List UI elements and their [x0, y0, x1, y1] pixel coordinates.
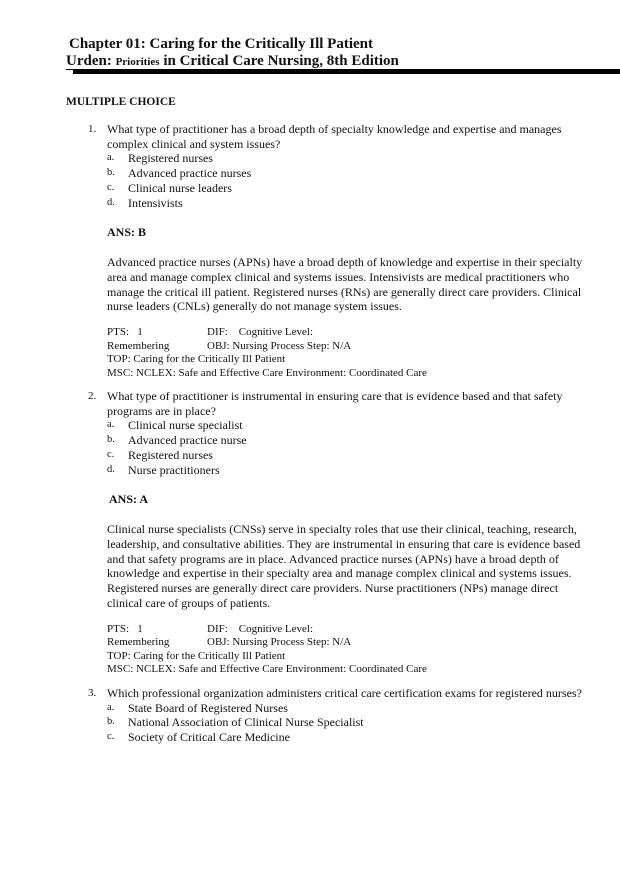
meta-pts: PTS: 1 — [107, 326, 143, 339]
option — [107, 715, 598, 730]
option-letter: a. — [107, 152, 115, 164]
option — [107, 151, 598, 166]
book-title-rest: in Critical Care Nursing, 8th Edition — [163, 53, 399, 69]
question-3 — [88, 686, 598, 745]
option-text: Society of Critical Care Medicine — [128, 730, 290, 745]
option-letter: a. — [107, 419, 115, 431]
section-title: MULTIPLE CHOICE — [66, 96, 176, 108]
meta-level: Remembering — [107, 636, 170, 649]
option — [107, 418, 598, 433]
option-text: Intensivists — [128, 195, 183, 210]
meta-level: Remembering — [107, 339, 170, 352]
question-text: What type of practitioner has a broad depth of specialty knowledge and expertise and manages complex clinical and system issues? — [107, 122, 562, 151]
option — [107, 730, 598, 745]
meta-msc: MSC: NCLEX: Safe and Effective Care Environment: Coordinated Care — [107, 366, 427, 379]
question-2 — [88, 389, 598, 677]
option — [107, 196, 598, 211]
options-list — [107, 418, 598, 477]
option — [107, 166, 598, 181]
question-number: 2. — [88, 390, 97, 402]
question-number: 1. — [88, 123, 97, 135]
rationale: Clinical nurse specialists (CNSs) serve in specialty roles that use their clinical, teaching, research, leadership, and consultative abilities. They are instrumental in ensuring that care is evidence based and that safety programs are in place. Advanced practice nurses (APNs) have a broad depth of knowledge and expertise in their specialty area and manage complex clinical and systems issues. Registered nurses are generally direct care providers. Nurse practitioners (NPs) manage direct clinical care of groups of patients. — [107, 521, 581, 610]
option-letter: b. — [107, 434, 115, 446]
option — [107, 463, 598, 478]
meta-top: TOP: Caring for the Critically Ill Patient — [107, 649, 286, 662]
header-rule — [73, 69, 620, 74]
meta-dif: DIF: Cognitive Level: — [207, 326, 314, 339]
meta-obj: OBJ: Nursing Process Step: N/A — [207, 339, 352, 352]
options-list — [107, 701, 598, 745]
option-letter: b. — [107, 716, 115, 728]
options-list — [107, 151, 598, 210]
option-letter: d. — [107, 463, 115, 475]
option-text: Clinical nurse specialist — [128, 418, 243, 433]
question-text: Which professional organization administers critical care certification exams for registered nurses? — [107, 686, 582, 700]
meta-pts: PTS: 1 — [107, 622, 143, 635]
question-text: What type of practitioner is instrumental in ensuring care that is evidence based and that safety programs are in place? — [107, 389, 563, 418]
answer: ANS: A — [109, 492, 149, 507]
option-letter: c. — [107, 448, 115, 460]
question-1 — [88, 122, 598, 380]
option-text: National Association of Clinical Nurse Specialist — [128, 715, 364, 730]
book-author: Urden: — [66, 53, 112, 69]
meta-obj: OBJ: Nursing Process Step: N/A — [207, 636, 352, 649]
chapter-title: Chapter 01: Caring for the Critically Ill Patient — [69, 36, 373, 52]
document-header — [66, 36, 596, 71]
meta-msc: MSC: NCLEX: Safe and Effective Care Environment: Coordinated Care — [107, 663, 427, 676]
option-letter: a. — [107, 701, 115, 713]
option-letter: d. — [107, 196, 115, 208]
option — [107, 433, 598, 448]
meta-top: TOP: Caring for the Critically Ill Patient — [107, 353, 286, 366]
option-text: Nurse practitioners — [128, 462, 220, 477]
option-letter: c. — [107, 731, 115, 743]
option — [107, 448, 598, 463]
option-letter: b. — [107, 167, 115, 179]
rationale: Advanced practice nurses (APNs) have a broad depth of knowledge and expertise in their specialty area and manage complex clinical and systems issues. Intensivists are medical practitioners who manage the critical ill patient. Registered nurses (RNs) are generally direct care providers. Clinical nurse leaders (CNLs) generally do not manage system issues. — [107, 254, 583, 314]
option — [107, 701, 598, 716]
option-letter: c. — [107, 181, 115, 193]
option-text: Advanced practice nurse — [128, 433, 247, 448]
question-meta — [107, 623, 598, 677]
answer: ANS: B — [107, 225, 147, 240]
option-text: Registered nurses — [128, 447, 213, 462]
option — [107, 181, 598, 196]
book-title-small: Priorities — [115, 56, 160, 68]
question-number: 3. — [88, 687, 97, 699]
option-text: Advanced practice nurses — [128, 166, 252, 181]
option-text: Registered nurses — [128, 151, 213, 166]
meta-dif: DIF: Cognitive Level: — [207, 622, 314, 635]
question-meta — [107, 326, 598, 380]
option-text: Clinical nurse leaders — [128, 180, 232, 195]
option-text: State Board of Registered Nurses — [128, 700, 288, 715]
